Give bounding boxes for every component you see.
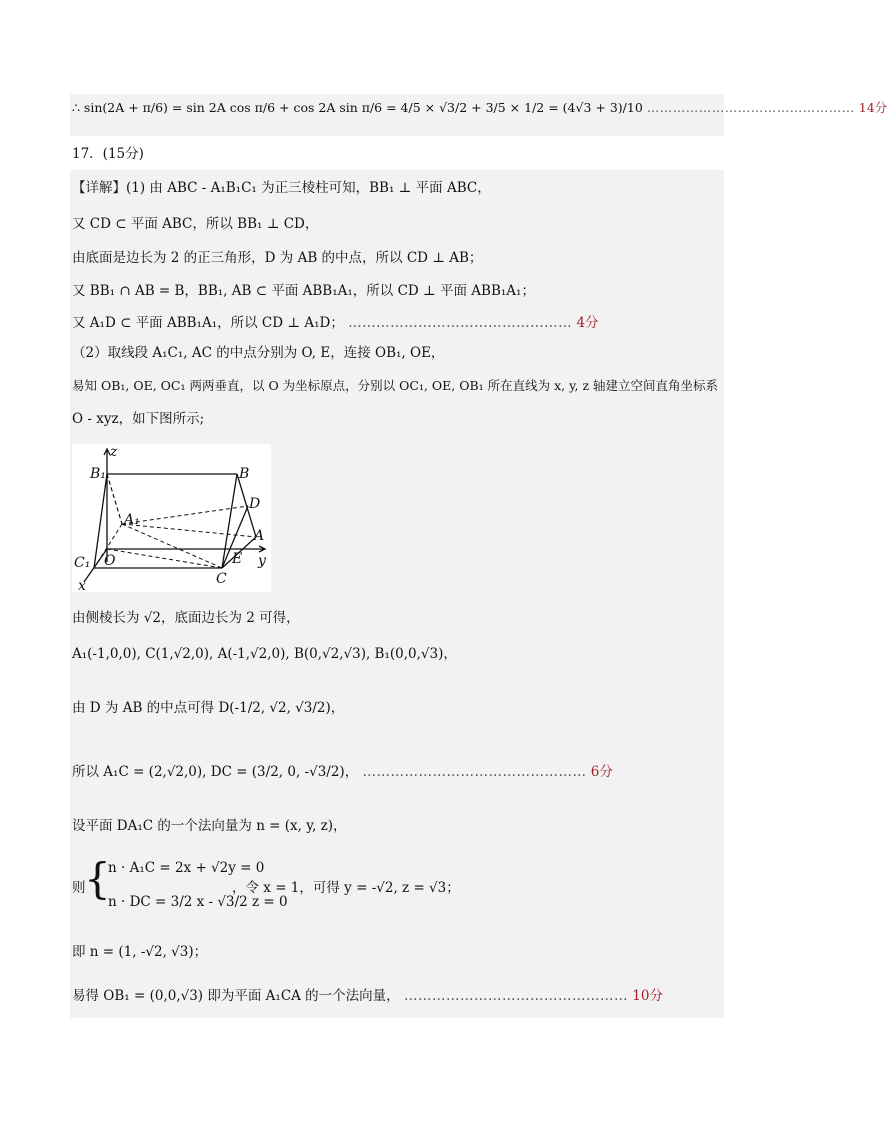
coordinates-line: A₁(-1,0,0), C(1,√2,0), A(-1,√2,0), B(0,√2,√3), B₁(0,0,√3)， <box>72 646 457 662</box>
formula-line-1 <box>72 102 887 115</box>
equation-row-1: n · A₁C = 2x + √2y = 0 <box>108 860 265 876</box>
solution-line: 又 BB₁ ∩ AB = B，BB₁, AB ⊂ 平面 ABB₁A₁，所以 CD ⊥ 平面 ABB₁A₁； <box>72 283 535 299</box>
equation-row-2: n · DC = 3/2 x - √3/2 z = 0 <box>108 894 288 910</box>
equation-tail: ，令 x = 1，可得 y = -√2, z = √3； <box>232 880 460 896</box>
normal-vector-line <box>72 990 663 1004</box>
label-b1: B₁ <box>90 466 106 482</box>
dot-leader: ………………………………………… <box>362 764 587 780</box>
solution-line: 由底面是边长为 2 的正三角形，D 为 AB 的中点，所以 CD ⊥ AB； <box>72 250 483 266</box>
dot-leader: ………………………………………… <box>646 100 855 115</box>
label-d: D <box>249 496 261 512</box>
solution-line: 由 D 为 AB 的中点可得 D(-1/2, √2, √3/2)， <box>72 700 345 716</box>
label-a: A <box>254 528 265 544</box>
line-text: 又 A₁D ⊂ 平面 ABB₁A₁，所以 CD ⊥ A₁D； <box>72 315 344 331</box>
solution-line: 即 n = (1, -√2, √3)； <box>72 944 208 960</box>
prism-figure <box>72 444 271 592</box>
score-label: 14分 <box>858 100 887 115</box>
label-c: C <box>216 571 227 587</box>
question-number: 17．(15分) <box>72 146 144 162</box>
solution-line <box>72 317 599 331</box>
label-c1: C₁ <box>74 555 91 571</box>
solution-line: 设平面 DA₁C 的一个法向量为 n = (x, y, z)， <box>72 818 347 834</box>
label-a1: A₁ <box>124 512 140 528</box>
formula-text: ∴ sin(2A + π/6) = sin 2A cos π/6 + cos 2A sin π/6 = 4/5 × √3/2 + 3/5 × 1/2 = (4√3 + 3)/10 <box>72 100 643 115</box>
solution-line: （2）取线段 A₁C₁, AC 的中点分别为 O, E，连接 OB₁, OE， <box>72 345 445 361</box>
solution-line: 易知 OB₁, OE, OC₁ 两两垂直，以 O 为坐标原点，分别以 OC₁, OE, OB₁ 所在直线为 x, y, z 轴建立空间直角坐标系 <box>72 378 719 393</box>
solution-line: O - xyz，如下图所示; <box>72 411 205 427</box>
label-o: O <box>104 553 116 569</box>
vector-line <box>72 766 613 780</box>
label-z: z <box>110 444 118 460</box>
score-label: 10分 <box>632 988 663 1004</box>
solution-line: 又 CD ⊂ 平面 ABC，所以 BB₁ ⊥ CD， <box>72 216 319 232</box>
label-y: y <box>258 553 266 569</box>
score-label: 6分 <box>590 764 613 780</box>
label-b: B <box>239 466 250 482</box>
solution-line: 由侧棱长为 √2，底面边长为 2 可得， <box>72 610 300 626</box>
solution-line: 【详解】(1) 由 ABC - A₁B₁C₁ 为正三棱柱可知，BB₁ ⊥ 平面 ABC， <box>72 180 491 196</box>
line-text: 易得 OB₁ = (0,0,√3) 即为平面 A₁CA 的一个法向量， <box>72 988 400 1004</box>
equation-prefix: 则 <box>72 880 86 896</box>
line-text: 所以 A₁C = (2,√2,0), DC = (3/2, 0, -√3/2)， <box>72 764 359 780</box>
brace-symbol: { <box>84 854 111 903</box>
dot-leader: ………………………………………… <box>348 315 573 331</box>
score-label: 4分 <box>576 315 599 331</box>
label-x: x <box>78 578 86 594</box>
label-e: E <box>232 551 243 567</box>
prism-diagram <box>72 444 271 592</box>
dot-leader: ………………………………………… <box>403 988 628 1004</box>
